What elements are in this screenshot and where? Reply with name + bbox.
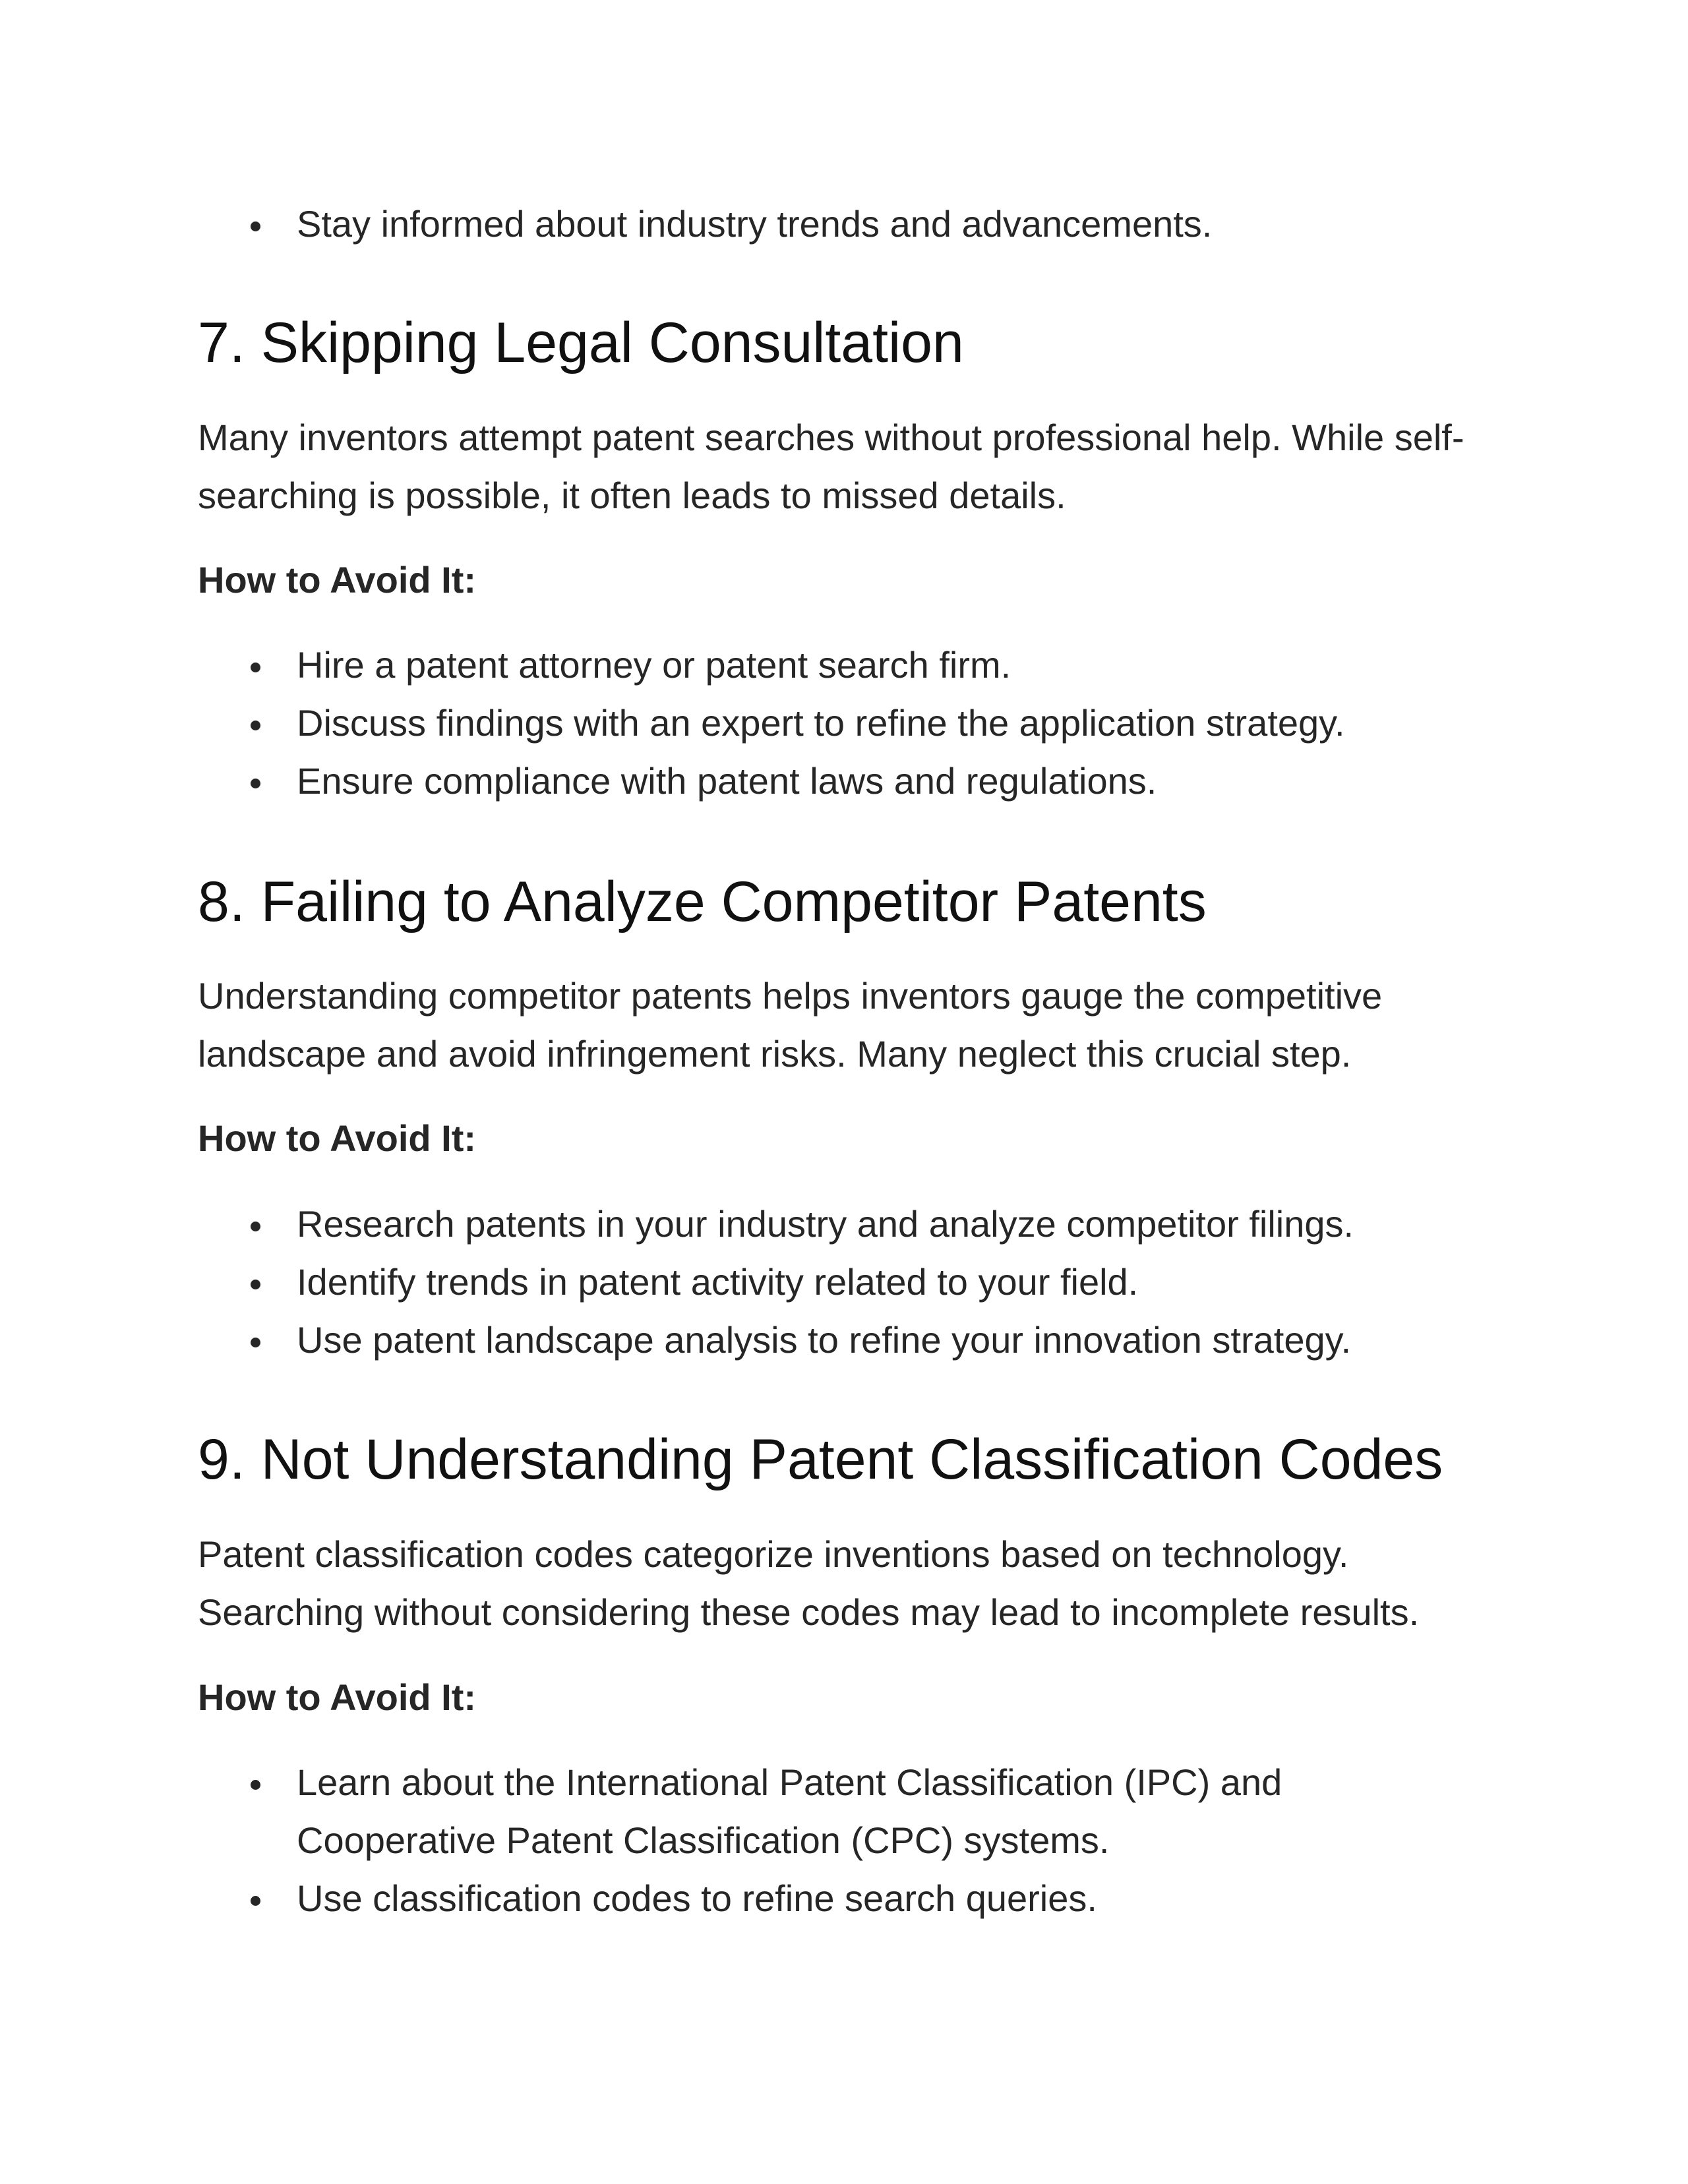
bullet-dot-icon	[251, 1280, 260, 1289]
top-bullet-list	[198, 195, 1490, 253]
list-item: Identify trends in patent activity related to your field.	[198, 1253, 1490, 1311]
section-heading-8: 8. Failing to Analyze Competitor Patents	[198, 870, 1207, 933]
bullet-dot-icon	[251, 1896, 260, 1906]
how-to-avoid-label-7: How to Avoid It:	[198, 559, 476, 601]
list-item: Discuss findings with an expert to refine the application strategy.	[198, 694, 1490, 752]
list-item: Use classification codes to refine search queries.	[198, 1870, 1319, 1928]
list-item: Learn about the International Patent Classification (IPC) and Cooperative Patent Classification (CPC) systems.	[198, 1754, 1319, 1870]
section-paragraph-7: Many inventors attempt patent searches without professional help. While self-searching is possible, it often leads to missed details.	[198, 417, 1464, 516]
bullet-list-8	[198, 1195, 1490, 1369]
bullet-dot-icon	[251, 1222, 260, 1231]
section-heading-7: 7. Skipping Legal Consultation	[198, 311, 964, 374]
how-to-avoid-label-8: How to Avoid It:	[198, 1117, 476, 1159]
bullet-dot-icon	[251, 721, 260, 730]
bullet-list-7	[198, 636, 1490, 810]
section-paragraph-9: Patent classification codes categorize inventions based on technology. Searching without considering these codes may lead to incomplete results.	[198, 1533, 1420, 1633]
how-to-avoid-label-9: How to Avoid It:	[198, 1676, 476, 1718]
list-item: Ensure compliance with patent laws and regulations.	[198, 752, 1490, 810]
list-item: Use patent landscape analysis to refine your innovation strategy.	[198, 1311, 1490, 1369]
bullet-dot-icon	[251, 221, 260, 231]
section-heading-9: 9. Not Understanding Patent Classification Codes	[198, 1428, 1443, 1491]
bullet-dot-icon	[251, 1338, 260, 1347]
list-item: Research patents in your industry and analyze competitor filings.	[198, 1195, 1490, 1253]
section-paragraph-8: Understanding competitor patents helps inventors gauge the competitive landscape and avoid infringement risks. Many neglect this crucial step.	[198, 975, 1383, 1075]
bullet-dot-icon	[251, 1780, 260, 1790]
list-item: Stay informed about industry trends and advancements.	[198, 195, 1490, 253]
list-item: Hire a patent attorney or patent search firm.	[198, 636, 1490, 694]
bullet-dot-icon	[251, 779, 260, 788]
bullet-dot-icon	[251, 663, 260, 672]
bullet-list-9	[198, 1754, 1319, 1928]
